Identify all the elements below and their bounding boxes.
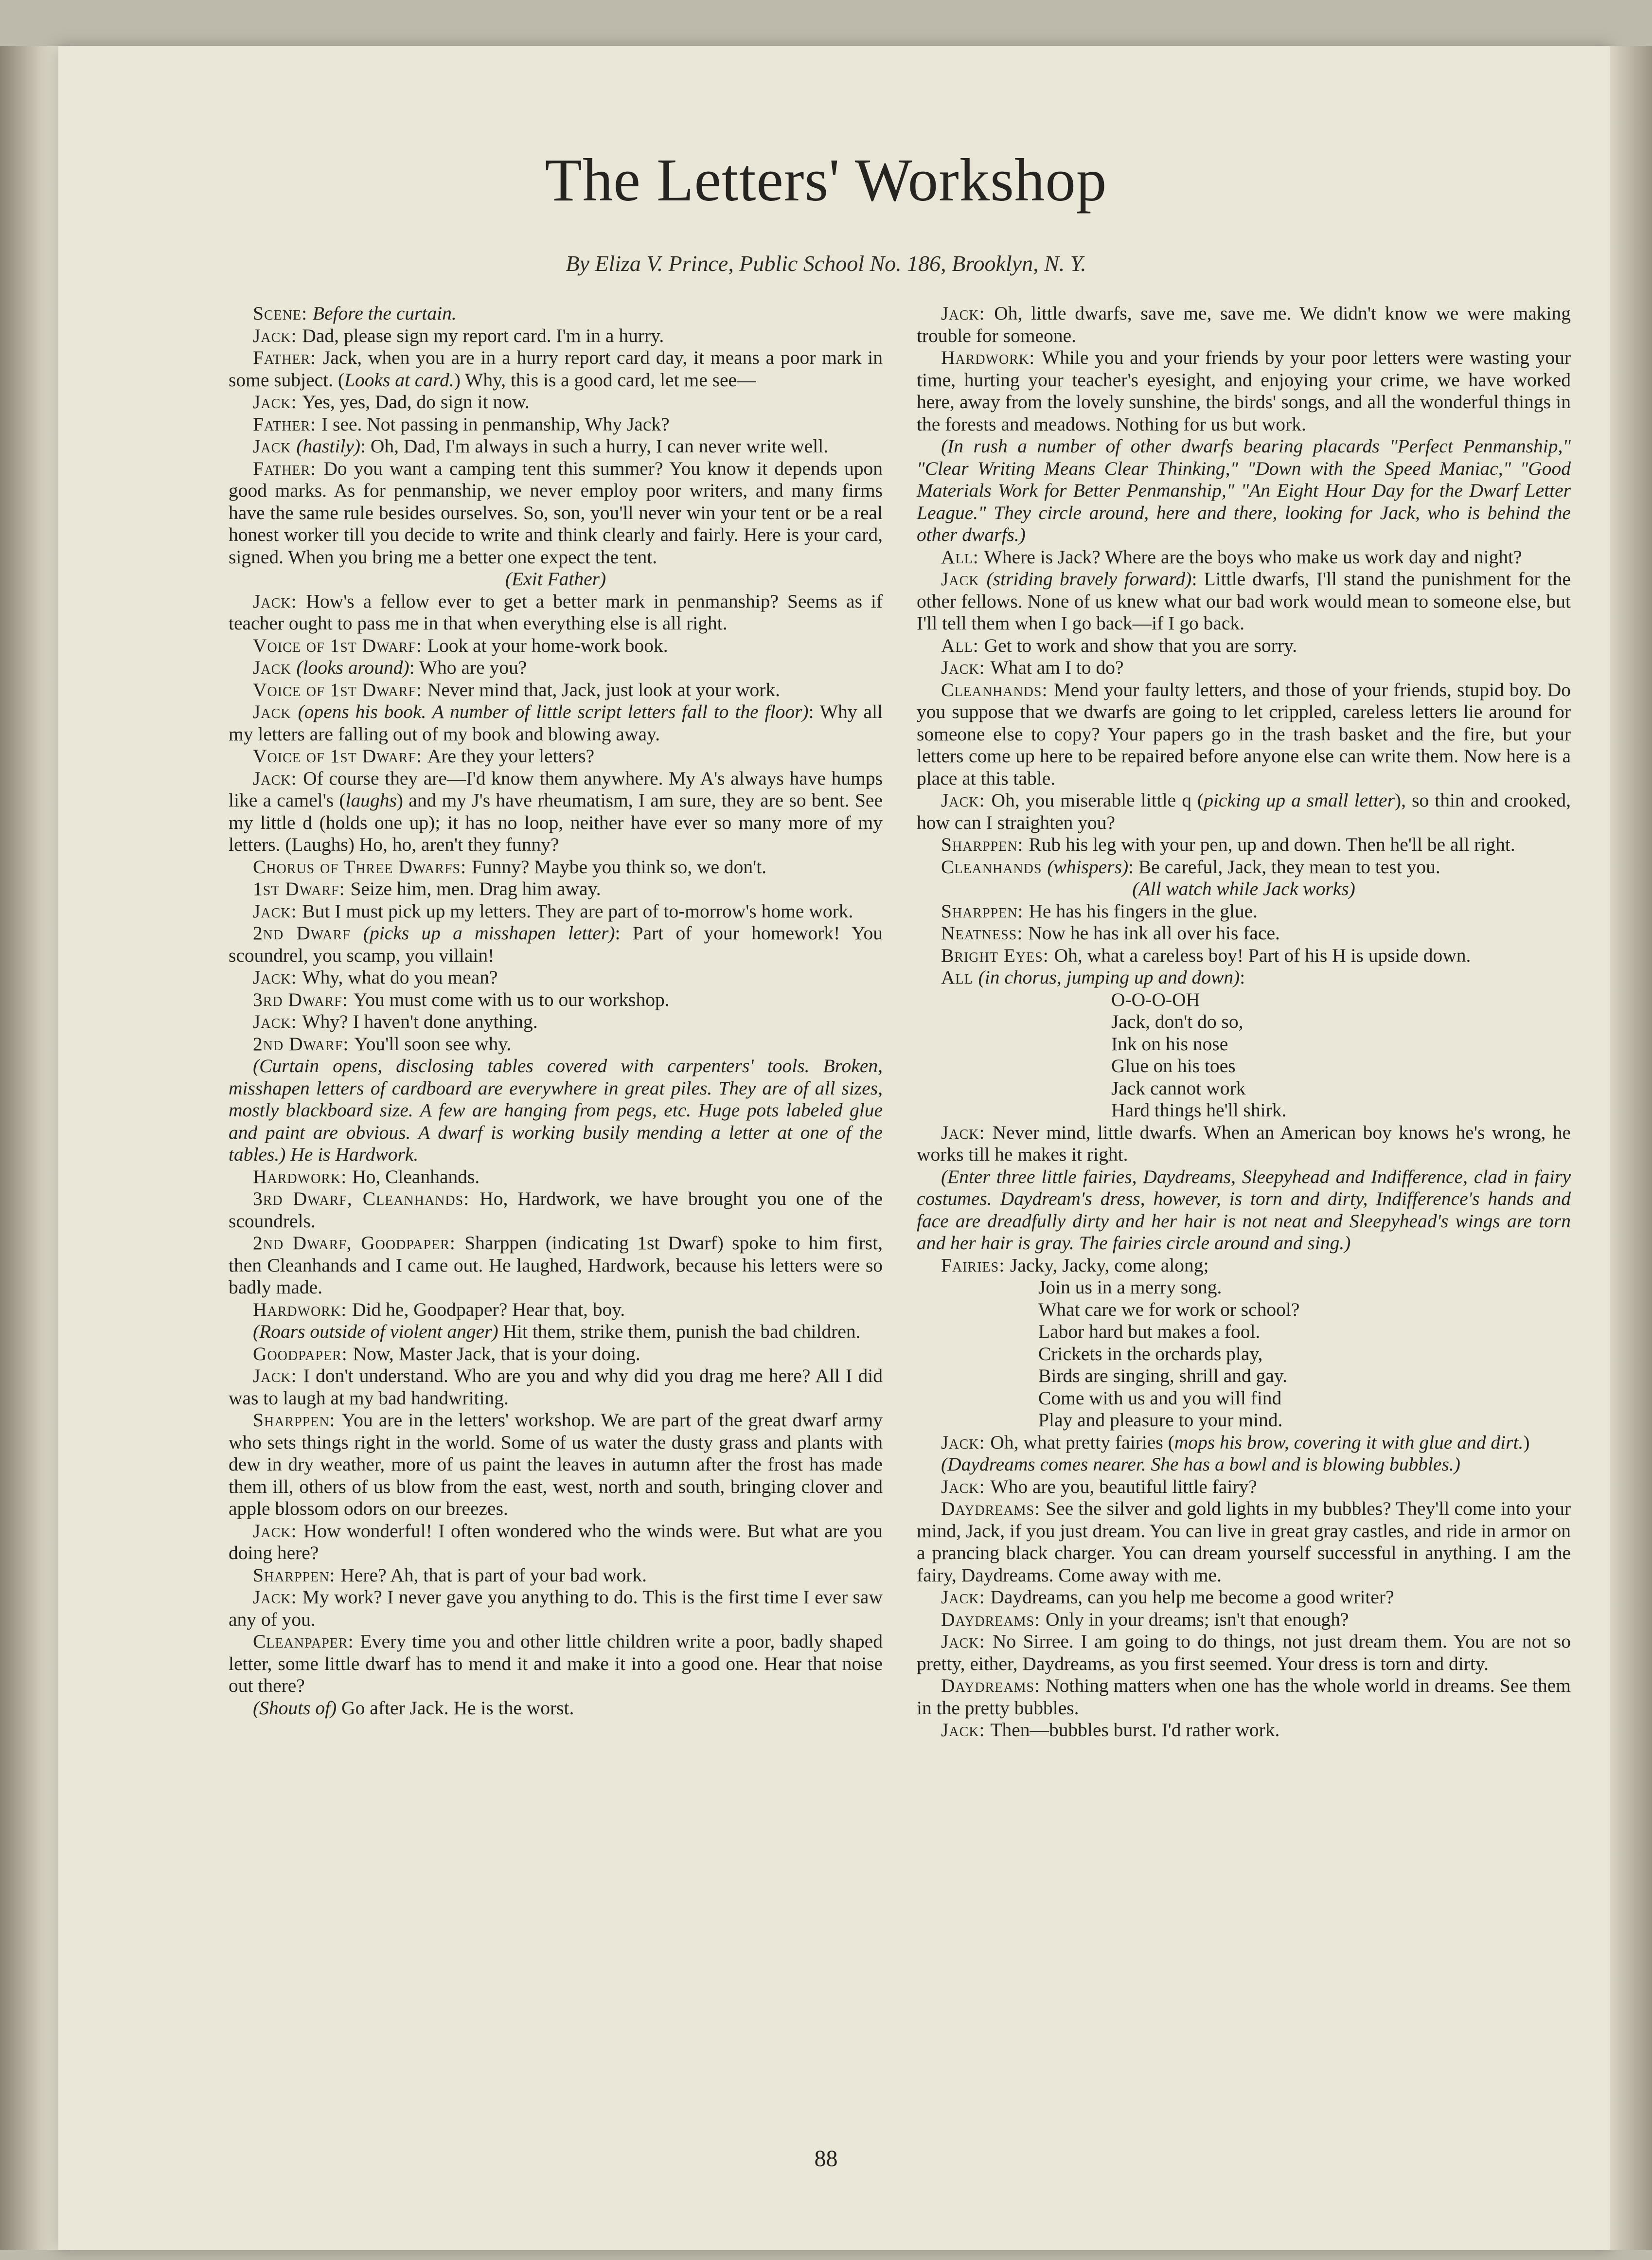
dialogue-text: Sharppen (indicating 1st Dwarf) spoke to him first, then Cleanhands and I came out. He laughed, Hardwork, because his letters were so badly made. [229, 1232, 883, 1298]
speaker-name: Hardwork: [941, 347, 1042, 368]
dialogue-text: : Oh, Dad, I'm always in such a hurry, I can never write well. [360, 435, 829, 457]
dialogue-line [229, 303, 883, 325]
stage-direction-text: Looks at card. [344, 369, 454, 391]
speaker-name: 3rd Dwarf: [253, 988, 354, 1010]
dialogue-text: Did he, Goodpaper? Hear that, boy. [352, 1298, 625, 1320]
dialogue-line [917, 967, 1571, 989]
dialogue-line [229, 1343, 883, 1365]
speaker-name: 2nd Dwarf, Goodpaper: [253, 1232, 465, 1254]
dialogue-line [229, 1697, 883, 1720]
dialogue-line [229, 1365, 883, 1409]
page-gutter [0, 46, 58, 2250]
verse-line: Birds are singing, shrill and gay. [1038, 1365, 1287, 1386]
verse-line: What care we for work or school? [1038, 1298, 1300, 1320]
dialogue-text: Every time you and other little children write a poor, badly shaped letter, some little dwarf has to mend it and make it into a good one. Hear that noise out there? [229, 1631, 883, 1696]
dialogue-text: Where is Jack? Where are the boys who make us work day and night? [984, 546, 1522, 568]
dialogue-text: I don't understand. Who are you and why did you drag me here? All I did was to laugh at my bad handwriting. [229, 1365, 883, 1409]
speaker-name: Jack: [941, 789, 992, 811]
dialogue-text: Oh, what pretty fairies ( [990, 1431, 1174, 1453]
dialogue-line [917, 435, 1571, 546]
dialogue-text: Go after Jack. He is the worst. [337, 1697, 574, 1719]
stage-direction-text: (Daydreams comes nearer. She has a bowl and is blowing bubbles.) [941, 1453, 1460, 1475]
stage-direction-text: (Curtain opens, disclosing tables covered with carpenters' tools. Broken, misshapen letters of cardboard are everywhere in great piles. They are of all sizes, mostly blackboard size. A few are hanging from pegs, etc. Huge pots labeled glue and paint are obvious. A dwarf is working busily mending a letter at one of the tables.) He is Hardwork. [229, 1055, 883, 1165]
speaker-name: Sharppen: [941, 834, 1029, 855]
dialogue-line [917, 1166, 1571, 1255]
speaker-name: 2nd Dwarf: [253, 1033, 355, 1055]
dialogue-line [229, 1321, 883, 1343]
dialogue-line [917, 1255, 1571, 1277]
dialogue-text: He has his fingers in the glue. [1029, 900, 1258, 922]
speaker-name: Scene: [253, 303, 313, 324]
speaker-name: Jack: [253, 1586, 302, 1608]
dialogue-line [917, 1631, 1571, 1675]
dialogue-line [917, 856, 1571, 879]
dialogue-text: Only in your dreams; isn't that enough? [1045, 1608, 1349, 1630]
verse-line: Crickets in the orchards play, [1038, 1343, 1263, 1364]
speaker-name: Voice of 1st Dwarf: [253, 634, 427, 656]
dialogue-text: ) [1523, 1431, 1530, 1453]
dialogue-line [229, 745, 883, 768]
dialogue-line [229, 1409, 883, 1520]
dialogue-text: Yes, yes, Dad, do sign it now. [302, 391, 530, 413]
stage-direction-text: (looks around) [296, 657, 409, 678]
dialogue-text: Ho, Cleanhands. [352, 1166, 480, 1187]
speaker-name: Cleanhands: [941, 679, 1054, 700]
dialogue-text: : Be careful, Jack, they mean to test you. [1128, 856, 1440, 878]
dialogue-text: Why? I haven't done anything. [302, 1011, 538, 1032]
dialogue-text: Funny? Maybe you think so, we don't. [471, 856, 767, 878]
speaker-name: Jack: [253, 967, 302, 988]
dialogue-text: ) and my J's have rheumatism, I am sure, they are so bent. See my little d (holds one up); it has no loop, neither have ever so many more of my letters. (Laughs) Ho, ho, aren't they funny? [229, 789, 883, 855]
dialogue-text: Now, Master Jack, that is your doing. [353, 1343, 640, 1364]
dialogue-text: Never mind that, Jack, just look at your work. [427, 679, 780, 700]
dialogue-text: How wonderful! I often wondered who the winds were. But what are you doing here? [229, 1520, 883, 1563]
dialogue-line [917, 1586, 1571, 1609]
speaker-name: Sharppen: [253, 1564, 341, 1586]
dialogue-line [917, 679, 1571, 790]
stage-direction-text: (Shouts of) [253, 1697, 337, 1719]
dialogue-text: ), so thin and crooked, how can I straighten you? [917, 789, 1571, 833]
speaker-name: Jack: [253, 590, 306, 612]
dialogue-text: Who are you, beautiful little fairy? [990, 1475, 1257, 1497]
dialogue-text: Then—bubbles burst. I'd rather work. [990, 1719, 1280, 1740]
dialogue-line [229, 435, 883, 458]
speaker-name: Jack: [941, 1121, 993, 1143]
stage-direction-text: laughs [345, 789, 397, 811]
verse-line: Jack, don't do so, [1111, 1011, 1243, 1032]
dialogue-text: No Sirree. I am going to do things, not just dream them. You are not so pretty, either, Daydreams, as you first seemed. Your dress is torn and dirty. [917, 1631, 1571, 1674]
speaker-name: Jack: [253, 1520, 303, 1542]
stage-direction-text: (hastily) [296, 435, 361, 457]
dialogue-line [229, 391, 883, 413]
dialogue-line [917, 347, 1571, 435]
dialogue-text: Nothing matters when one has the whole world in dreams. See them in the pretty bubbles. [917, 1675, 1571, 1719]
dialogue-line [917, 1719, 1571, 1741]
dialogue-line [229, 1564, 883, 1587]
speaker-name: Voice of 1st Dwarf: [253, 679, 427, 700]
dialogue-line [229, 1232, 883, 1299]
dialogue-text: : [1240, 967, 1245, 988]
dialogue-text: Here? Ah, that is part of your bad work. [340, 1564, 647, 1586]
stage-direction-text: (opens his book. A number of little script letters fall to the floor) [298, 701, 809, 722]
speaker-name: Jack [253, 435, 297, 457]
dialogue-line [229, 989, 883, 1011]
dialogue-line [229, 922, 883, 967]
dialogue-line [917, 922, 1571, 945]
dialogue-line [229, 1520, 883, 1564]
right-column [917, 303, 1571, 1741]
dialogue-text: See the silver and gold lights in my bubbles? They'll come into your mind, Jack, if you just dream. You can live in great gray castles, and ride in armor on a prancing black charger. You can dream yourself successful in anything. I am the fairy, Daydreams. Come away with me. [917, 1498, 1571, 1586]
article-title: The Letters' Workshop [545, 147, 1107, 214]
dialogue-text: Never mind, little dwarfs. When an American boy knows he's wrong, he works till he makes it right. [917, 1121, 1571, 1165]
page-edge [1610, 46, 1652, 2250]
dialogue-text: Jack, when you are in a hurry report card day, it means a poor mark in some subject. ( [229, 347, 883, 391]
stage-direction-text: mops his brow, covering it with glue and dirt. [1174, 1431, 1524, 1453]
dialogue-line [229, 1166, 883, 1188]
speaker-name: Jack [253, 701, 298, 722]
stage-direction-text: (in chorus, jumping up and down) [978, 967, 1240, 988]
stage-direction-text: (In rush a number of other dwarfs bearing placards "Perfect Penmanship," "Clear Writing Means Clear Thinking," "Down with the Speed Maniac," "Good Materials Work for Better Penmanship," "An Eight Hour Day for the Dwarf Letter League." They circle around, here and there, looking for Jack, who is behind the other dwarfs.) [917, 435, 1571, 545]
speaker-name: Daydreams: [941, 1498, 1046, 1519]
stage-direction: (All watch while Jack works) [1132, 878, 1355, 899]
speaker-name: Jack: [253, 767, 303, 789]
speaker-name: Jack: [253, 324, 302, 346]
dialogue-line [917, 1122, 1571, 1166]
dialogue-text: Oh, little dwarfs, save me, save me. We didn't know we were making trouble for someone. [917, 303, 1571, 346]
speaker-name: Fairies: [941, 1254, 1011, 1276]
speaker-name: Jack [941, 568, 987, 590]
dialogue-line [229, 1033, 883, 1056]
speaker-name: Hardwork: [253, 1298, 353, 1320]
dialogue-line [917, 635, 1571, 657]
speaker-name: 2nd Dwarf [253, 922, 363, 944]
dialogue-text: : Little dwarfs, I'll stand the punishment for the other fellows. None of us knew what our bad work would mean to someone else, but I'll tell them when I go back—if I go back. [917, 568, 1571, 634]
speaker-name: Father: [253, 347, 323, 368]
dialogue-text: Oh, what a careless boy! Part of his H is upside down. [1054, 944, 1471, 966]
speaker-name: Cleanhands [941, 856, 1048, 878]
speaker-name: Jack: [941, 1631, 993, 1652]
stage-direction: (Exit Father) [505, 568, 606, 590]
dialogue-line [229, 413, 883, 436]
dialogue-line [229, 900, 883, 923]
dialogue-line [917, 1675, 1571, 1719]
dialogue-text: : Who are you? [409, 657, 527, 678]
dialogue-line [229, 1188, 883, 1232]
dialogue-line [917, 900, 1571, 923]
verse-line: Labor hard but makes a fool. [1038, 1321, 1261, 1342]
dialogue-line [917, 789, 1571, 834]
speaker-name: Daydreams: [941, 1608, 1046, 1630]
speaker-name: Jack: [941, 1719, 991, 1740]
speaker-name: Bright Eyes: [941, 944, 1054, 966]
dialogue-text: I see. Not passing in penmanship, Why Jack? [321, 413, 670, 435]
dialogue-text: Are they your letters? [427, 745, 595, 767]
stage-direction-text: (Enter three little fairies, Daydreams, Sleepyhead and Indifference, clad in fairy costumes. Daydream's dress, however, is torn and dirty, Indifference's hands and face are dreadfully dirty and her hair is not neat and Sleepyhead's wings are torn and her hair is gray. The fairies circle around and sing.) [917, 1166, 1571, 1254]
dialogue-line [229, 657, 883, 679]
dialogue-text: Daydreams, can you help me become a good writer? [990, 1586, 1394, 1608]
page-number: 88 [814, 2146, 838, 2171]
dialogue-line [917, 1498, 1571, 1586]
speaker-name: Neatness: [941, 922, 1029, 944]
verse-line: Glue on his toes [1111, 1055, 1236, 1076]
speaker-name: Jack: [941, 1431, 991, 1453]
speaker-name: Jack: [253, 391, 302, 413]
dialogue-text: You'll soon see why. [354, 1033, 512, 1055]
dialogue-text: Oh, you miserable little q ( [991, 789, 1204, 811]
speaker-name: Jack: [941, 1475, 991, 1497]
dialogue-text: : Why all my letters are falling out of my book and blowing away. [229, 701, 883, 745]
dialogue-text: You must come with us to our workshop. [353, 988, 670, 1010]
stage-direction-text: (picks up a misshapen letter) [363, 922, 615, 944]
dialogue-line [229, 856, 883, 879]
verse-line: Join us in a merry song. [1038, 1276, 1222, 1298]
dialogue-text: My work? I never gave you anything to do. This is the first time I ever saw any of you. [229, 1586, 883, 1630]
dialogue-text: How's a fellow ever to get a better mark in penmanship? Seems as if teacher ought to pass me in that when everything else is all right. [229, 590, 883, 634]
dialogue-text: What am I to do? [990, 657, 1124, 678]
dialogue-text: ) Why, this is a good card, let me see— [454, 369, 756, 391]
dialogue-line [229, 1586, 883, 1631]
speaker-name: Chorus of Three Dwarfs: [253, 856, 472, 878]
speaker-name: Father: [253, 457, 324, 479]
speaker-name: Jack: [253, 1011, 302, 1032]
speaker-name: Jack: [253, 900, 302, 922]
speaker-name: Cleanpaper: [253, 1631, 360, 1652]
speaker-name: Goodpaper: [253, 1343, 353, 1364]
dialogue-line [917, 1476, 1571, 1498]
dialogue-text: You are in the letters' workshop. We are part of the great dwarf army who sets things right in the world. Some of us water the dusty grass and plants with dew in dry weather, more of us paint the leaves in autumn after the frost has made them ill, others of us blow from the east, west, north and south, bringing clover and apple blossom odors on our breezes. [229, 1409, 883, 1519]
speaker-name: Jack: [253, 1365, 303, 1386]
verse-line: O-O-O-OH [1111, 988, 1200, 1010]
speaker-name: Daydreams: [941, 1675, 1046, 1696]
dialogue-text: Jacky, Jacky, come along; [1010, 1254, 1209, 1276]
speaker-name: 3rd Dwarf, Cleanhands: [253, 1188, 480, 1209]
speaker-name: Jack: [941, 1586, 991, 1608]
dialogue-line [229, 325, 883, 347]
dialogue-text: While you and your friends by your poor letters were wasting your time, hurting your teacher's eyesight, and enjoying your crime, we have worked here, away from the lovely sunshine, the birds' songs, and all the wonderful things in the forests and meadows. Nothing for us but work. [917, 347, 1571, 435]
dialogue-line [229, 679, 883, 701]
dialogue-line [229, 591, 883, 635]
dialogue-line [229, 1631, 883, 1697]
dialogue-text: Do you want a camping tent this summer? You know it depends upon good marks. As for penmanship, we never employ poor writers, and many firms have the same rule besides ourselves. So, son, you'll never win your tent or be a real honest worker till you decide to write and think clearly and fairly. Here is your card, signed. When you bring me a better one expect the tent. [229, 457, 883, 568]
speaker-name: All: [941, 546, 984, 568]
dialogue-line [229, 1011, 883, 1033]
dialogue-line [229, 768, 883, 856]
verse-line: Jack cannot work [1111, 1077, 1246, 1099]
dialogue-line [917, 568, 1571, 635]
verse-line: Hard things he'll shirk. [1111, 1099, 1287, 1121]
dialogue-line [917, 1432, 1571, 1454]
dialogue-text: Mend your faulty letters, and those of your friends, stupid boy. Do you suppose that we dwarfs are going to let crippled, careless letters lie around for someone else to copy? Your papers go in the trash basket and the fire, but your letters come up here to be repaired before anyone else can write them. Now here is a place at this table. [917, 679, 1571, 789]
dialogue-text: Hit them, strike them, punish the bad children. [498, 1321, 861, 1342]
stage-direction-text: (whispers) [1047, 856, 1129, 878]
byline: By Eliza V. Prince, Public School No. 186, Brooklyn, N. Y. [566, 251, 1086, 276]
verse-line: Come with us and you will find [1038, 1387, 1282, 1409]
dialogue-text: Dad, please sign my report card. I'm in a hurry. [302, 324, 664, 346]
dialogue-line [917, 657, 1571, 679]
dialogue-line [229, 1055, 883, 1166]
stage-direction-text: picking up a small letter [1204, 789, 1395, 811]
dialogue-line [917, 945, 1571, 967]
dialogue-text: Get to work and show that you are sorry. [984, 634, 1297, 656]
verse-line: Play and pleasure to your mind. [1038, 1409, 1283, 1431]
dialogue-text: Of course they are—I'd know them anywhere. My A's always have humps like a camel's ( [229, 767, 883, 811]
dialogue-line [229, 878, 883, 900]
speaker-name: Voice of 1st Dwarf: [253, 745, 427, 767]
dialogue-line [917, 303, 1571, 347]
speaker-name: Sharppen: [253, 1409, 342, 1431]
dialogue-text: Now he has ink all over his face. [1028, 922, 1280, 944]
dialogue-text: Ho, Hardwork, we have brought you one of the scoundrels. [229, 1188, 883, 1232]
speaker-name: Jack: [941, 303, 995, 324]
speaker-name: All [941, 967, 978, 988]
dialogue-text: Seize him, men. Drag him away. [350, 878, 601, 899]
speaker-name: Sharppen: [941, 900, 1029, 922]
stage-direction-text: Before the curtain. [312, 303, 457, 324]
dialogue-text: Why, what do you mean? [302, 967, 498, 988]
dialogue-line [229, 347, 883, 391]
dialogue-line [229, 1299, 883, 1321]
speaker-name: Jack [253, 657, 297, 678]
stage-direction-text: (striding bravely forward) [986, 568, 1192, 590]
speaker-name: Hardwork: [253, 1166, 353, 1187]
speaker-name: Jack: [941, 657, 991, 678]
speaker-name: All: [941, 634, 984, 656]
stage-direction-text: (Roars outside of violent anger) [253, 1321, 498, 1342]
dialogue-line [917, 546, 1571, 569]
left-column [229, 303, 883, 1719]
dialogue-line [229, 458, 883, 569]
dialogue-line [229, 635, 883, 657]
dialogue-text: Rub his leg with your pen, up and down. Then he'll be all right. [1029, 834, 1515, 855]
verse-line: Ink on his nose [1111, 1033, 1228, 1055]
dialogue-text: : Part of your homework! You scoundrel, you scamp, you villain! [229, 922, 883, 966]
speaker-name: Father: [253, 413, 322, 435]
speaker-name: 1st Dwarf: [253, 878, 351, 899]
dialogue-line [229, 967, 883, 989]
dialogue-text: Look at your home-work book. [427, 634, 668, 656]
dialogue-text: But I must pick up my letters. They are part of to-morrow's home work. [302, 900, 853, 922]
dialogue-line [917, 1609, 1571, 1631]
dialogue-line [917, 834, 1571, 856]
dialogue-line [917, 1453, 1571, 1476]
dialogue-line [229, 701, 883, 745]
